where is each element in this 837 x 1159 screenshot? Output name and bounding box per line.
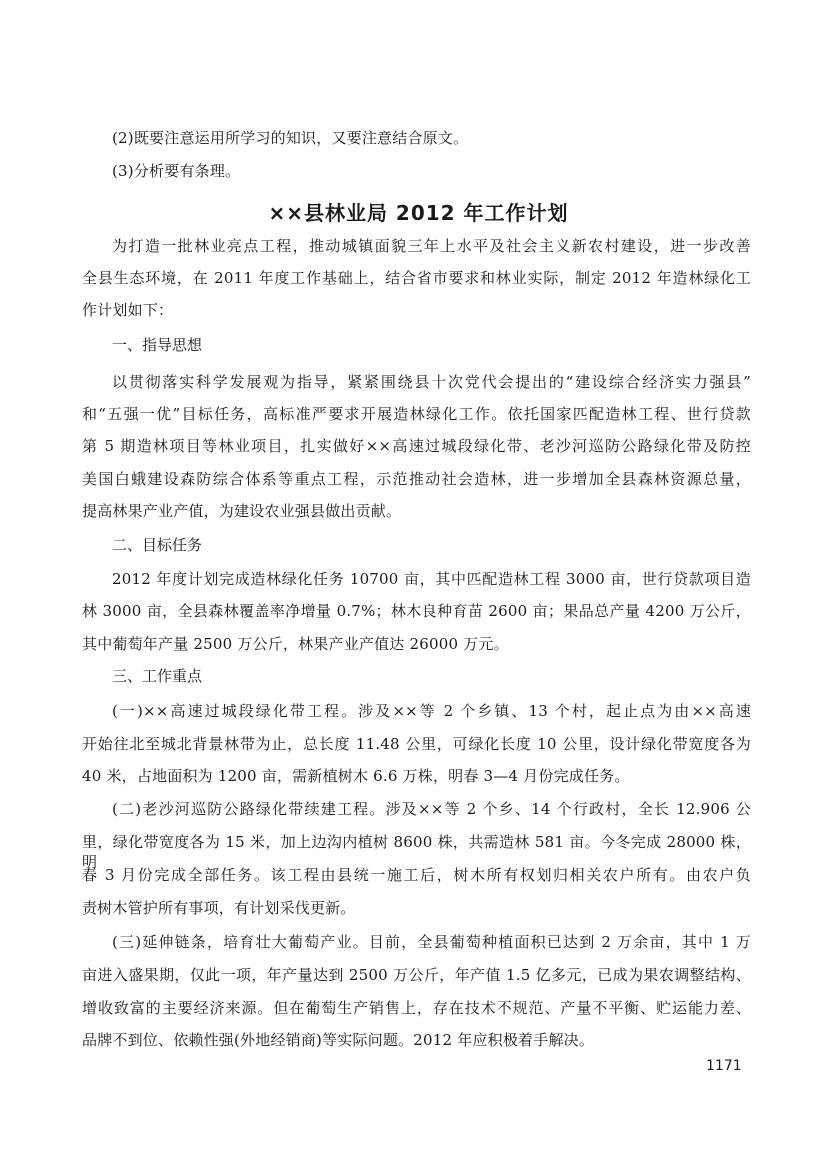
section-heading-targets: 二、目标任务 xyxy=(112,536,203,554)
document-title: ××县林业局 2012 年工作计划 xyxy=(268,201,569,225)
item2-line: 责树木管护所有事项，有计划采伐更新。 xyxy=(82,899,356,917)
section2-line: 2012 年度计划完成造林绿化任务 10700 亩，其中匹配造林工程 3000 亩，世行贷款项目造 xyxy=(112,570,751,588)
item2-line: 春 3 月份完成全部任务。该工程由县统一施工后，树木所有权划归相关农户所有。由农户负 xyxy=(82,866,751,884)
section1-line: 和“五强一优”目标任务，高标准严要求开展造林绿化工作。依托国家匹配造林工程、世行贷款 xyxy=(82,405,751,423)
item3-line: (三)延伸链条，培育壮大葡萄产业。目前，全县葡萄种植面积已达到 2 万余亩，其中 1 万 xyxy=(112,933,751,951)
item3-line: 品牌不到位、依赖性强(外地经销商)等实际问题。2012 年应积极着手解决。 xyxy=(82,1031,595,1049)
section-heading-guiding-ideology: 一、指导思想 xyxy=(112,336,203,354)
item2-line: (二)老沙河巡防公路绿化带续建工程。涉及××等 2 个乡、14 个行政村，全长 12.906 公 xyxy=(112,800,751,818)
item1-line: 40 米，占地面积为 1200 亩，需新植树木 6.6 万株，明春 3—4 月份完成任务。 xyxy=(82,767,630,785)
note-3: (3)分析要有条理。 xyxy=(112,162,241,180)
preamble-line: 作计划如下： xyxy=(82,301,174,319)
item3-line: 亩进入盛果期，仅此一项，年产量达到 2500 万公斤，年产值 1.5 亿多元，已成为果农调整结构、 xyxy=(82,966,751,984)
note-2: (2)既要注意运用所学习的知识，又要注意结合原文。 xyxy=(112,129,469,147)
section1-line: 以贯彻落实科学发展观为指导，紧紧围绕县十次党代会提出的“建设综合经济实力强县” xyxy=(112,373,751,391)
page-number: 1171 xyxy=(706,1058,742,1074)
item1-line: (一)××高速过城段绿化带工程。涉及××等 2 个乡镇、13 个村，起止点为由××高速 xyxy=(112,702,751,720)
item2-line: 里，绿化带宽度各为 15 米，加上边沟内植树 8600 株，共需造林 581 亩。今冬完成 28000 株，明 xyxy=(82,833,751,871)
section1-line: 美国白蛾建设森防综合体系等重点工程，示范推动社会造林，进一步增加全县森林资源总量， xyxy=(82,470,751,488)
section2-line: 林 3000 亩，全县森林覆盖率净增量 0.7%；林木良种育苗 2600 亩；果品总产量 4200 万公斤， xyxy=(82,602,751,620)
section1-line: 提高林果产业产值，为建设农业强县做出贡献。 xyxy=(82,502,402,520)
section-heading-key-work: 三、工作重点 xyxy=(112,667,203,685)
item3-line: 增收致富的主要经济来源。但在葡萄生产销售上，存在技术不规范、产量不平衡、贮运能力差、 xyxy=(82,999,751,1017)
item1-line: 开始往北至城北背景林带为止，总长度 11.48 公里，可绿化长度 10 公里，设计绿化带宽度各为 xyxy=(82,735,751,753)
section1-line: 第 5 期造林项目等林业项目，扎实做好××高速过城段绿化带、老沙河巡防公路绿化带及防控 xyxy=(82,437,751,455)
preamble-line: 全县生态环境，在 2011 年度工作基础上，结合省市要求和林业实际，制定 2012 年造林绿化工 xyxy=(82,269,751,287)
preamble-line: 为打造一批林业亮点工程，推动城镇面貌三年上水平及社会主义新农村建设，进一步改善 xyxy=(112,237,751,255)
section2-line: 其中葡萄年产量 2500 万公斤，林果产业产值达 26000 万元。 xyxy=(82,635,509,653)
